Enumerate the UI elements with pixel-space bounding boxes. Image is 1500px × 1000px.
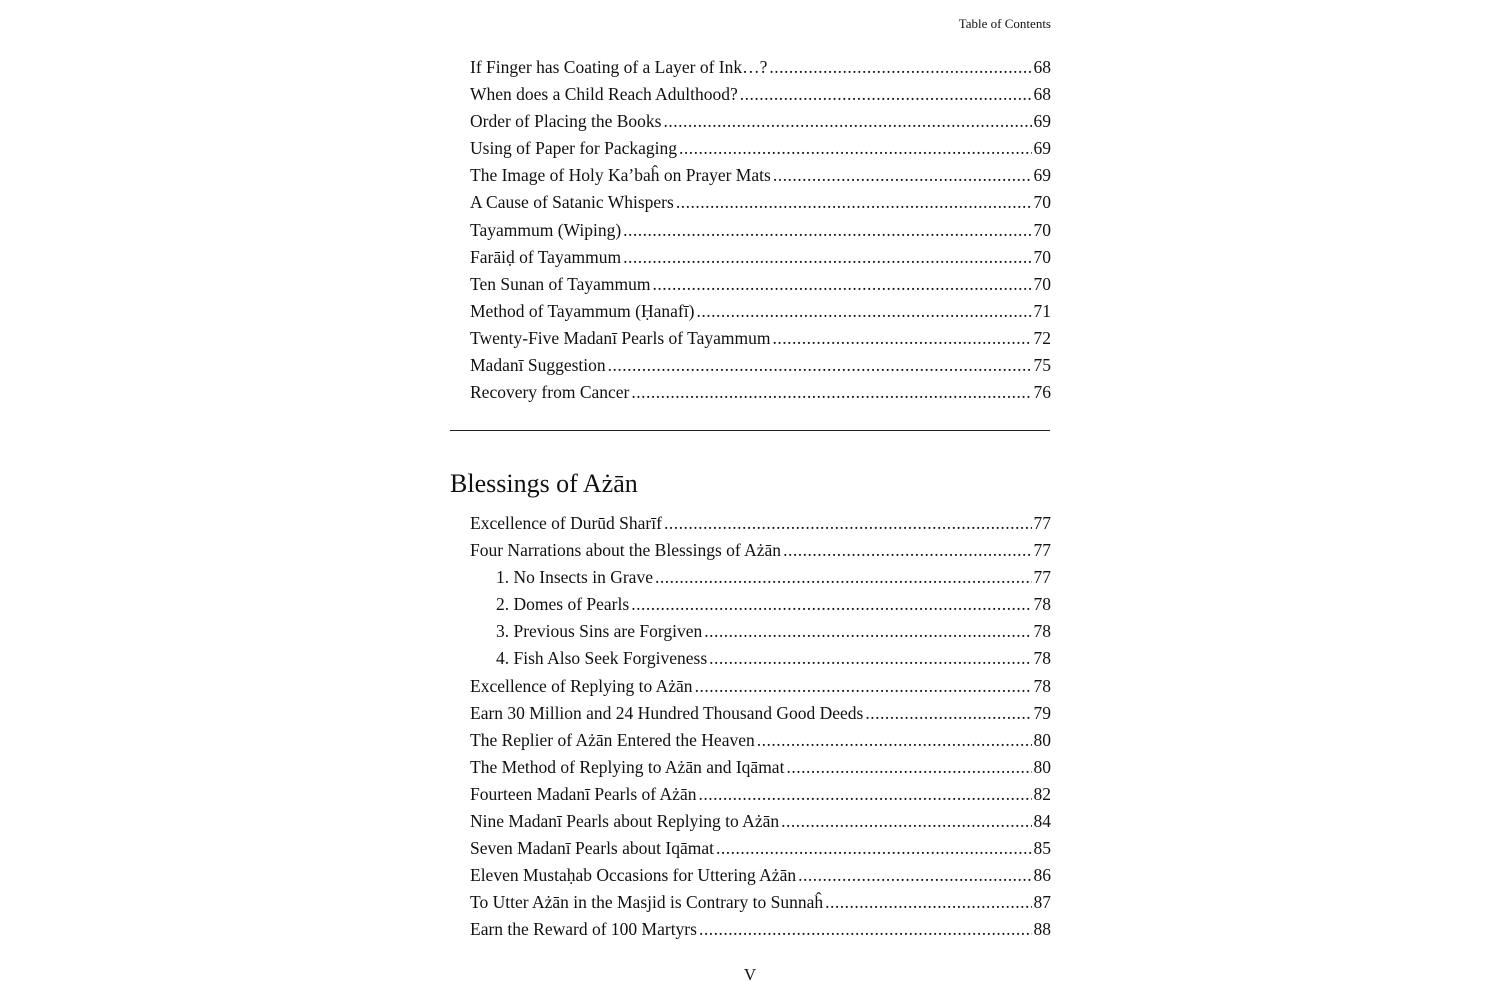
running-header: Table of Contents [958,16,1051,31]
toc-entry[interactable] [470,325,1051,352]
page-number: V [743,965,757,984]
toc-entry[interactable] [470,618,1051,645]
toc-entry-page: 71 [1033,300,1051,321]
toc-dot-leader [704,618,1031,645]
toc-entry-page: 75 [1033,355,1051,376]
toc-entry[interactable] [470,537,1051,564]
toc-entry-page: 80 [1033,756,1051,777]
toc-entry[interactable] [470,673,1051,700]
toc-entry-title: 2. Domes of Pearls [496,594,630,615]
toc-list-part1 [470,54,1051,406]
toc-entry-title: Seven Madanī Pearls about Iqāmat [470,838,714,859]
toc-entry-page: 68 [1033,84,1051,105]
toc-entry-page: 70 [1033,192,1051,213]
toc-dot-leader [783,537,1031,564]
toc-dot-leader [664,510,1032,537]
toc-entry-title: A Cause of Satanic Whispers [470,192,674,213]
toc-list-part2 [470,510,1051,944]
toc-entry-page: 70 [1033,246,1051,267]
toc-entry[interactable] [470,135,1051,162]
toc-entry-title: Twenty-Five Madanī Pearls of Tayammum [470,327,771,348]
toc-entry-page: 87 [1033,892,1051,913]
toc-entry-page: 78 [1033,648,1051,669]
toc-dot-leader [773,162,1032,189]
toc-entry[interactable] [470,700,1051,727]
toc-entry-page: 77 [1033,567,1051,588]
toc-dot-leader [865,700,1031,727]
toc-dot-leader [786,754,1031,781]
toc-entry-title: Earn 30 Million and 24 Hundred Thousand Good Deeds [470,702,864,723]
toc-entry-title: Nine Madanī Pearls about Replying to Ażān [470,811,780,832]
toc-entry-title: Fourteen Madanī Pearls of Ażān [470,783,697,804]
toc-entry[interactable] [470,510,1051,537]
toc-dot-leader [623,217,1031,244]
toc-dot-leader [608,352,1032,379]
toc-dot-leader [709,645,1031,672]
toc-entry-title: Earn the Reward of 100 Martyrs [470,919,697,940]
section-heading: Blessings of Ażān [450,469,638,498]
toc-entry-title: Four Narrations about the Blessings of Ażān [470,540,782,561]
toc-dot-leader [631,379,1031,406]
toc-entry-page: 72 [1033,327,1051,348]
toc-dot-leader [695,673,1032,700]
toc-entry-title: Order of Placing the Books [470,111,662,132]
toc-dot-leader [716,835,1032,862]
toc-entry[interactable] [470,591,1051,618]
section-divider [450,430,1050,431]
toc-entry-page: 85 [1033,838,1051,859]
toc-entry-page: 84 [1033,811,1051,832]
toc-entry-title: 4. Fish Also Seek Forgiveness [496,648,708,669]
toc-dot-leader [623,244,1031,271]
toc-dot-leader [740,81,1032,108]
toc-entry[interactable] [470,916,1051,943]
toc-dot-leader [655,564,1032,591]
toc-entry-title: The Replier of Ażān Entered the Heaven [470,729,755,750]
toc-dot-leader [698,781,1031,808]
toc-entry-page: 70 [1033,219,1051,240]
toc-entry-title: If Finger has Coating of a Layer of Ink…? [470,57,768,77]
toc-entry-title: Tayammum (Wiping) [470,219,622,240]
toc-dot-leader [757,727,1032,754]
toc-entry-page: 78 [1033,594,1051,615]
toc-dot-leader [679,135,1031,162]
toc-entry-title: To Utter Ażān in the Masjid is Contrary to Sunnaĥ [470,892,824,913]
toc-dot-leader [699,916,1032,943]
toc-entry-title: Using of Paper for Packaging [470,138,678,159]
toc-entry[interactable] [470,379,1051,406]
toc-entry[interactable] [470,781,1051,808]
toc-entry-page: 69 [1033,165,1051,186]
toc-entry-title: Excellence of Replying to Ażān [470,675,693,696]
toc-entry[interactable] [470,162,1051,189]
toc-entry-title: When does a Child Reach Adulthood? [470,84,738,105]
toc-entry[interactable] [470,727,1051,754]
toc-entry-title: 1. No Insects in Grave [496,567,653,588]
toc-entry[interactable] [470,108,1051,135]
toc-entry[interactable] [470,352,1051,379]
toc-entry-page: 82 [1033,783,1051,804]
toc-dot-leader [676,189,1032,216]
toc-entry[interactable] [470,754,1051,781]
toc-entry-page: 76 [1033,382,1051,403]
toc-entry-page: 80 [1033,729,1051,750]
toc-dot-leader [631,591,1031,618]
toc-entry-page: 77 [1033,540,1051,561]
toc-entry-page: 88 [1033,919,1051,940]
toc-entry-page: 78 [1033,621,1051,642]
toc-entry-page: 68 [1033,57,1051,77]
toc-dot-leader [798,862,1031,889]
toc-dot-leader [696,298,1031,325]
toc-dot-leader [781,808,1031,835]
toc-entry-title: Farāiḍ of Tayammum [470,246,622,267]
toc-entry-page: 78 [1033,675,1051,696]
toc-entry[interactable] [470,189,1051,216]
toc-entry[interactable] [470,564,1051,591]
toc-entry-page: 69 [1033,138,1051,159]
toc-entry[interactable] [470,862,1051,889]
toc-entry-title: Excellence of Durūd Sharīf [470,513,662,533]
toc-entry[interactable] [470,835,1051,862]
toc-entry[interactable] [470,271,1051,298]
toc-entry[interactable] [470,217,1051,244]
toc-entry-title: Madanī Suggestion [470,355,606,376]
toc-dot-leader [825,889,1031,916]
toc-dot-leader [652,271,1031,298]
toc-entry-page: 77 [1033,513,1051,533]
toc-entry[interactable] [470,244,1051,271]
toc-entry-page: 70 [1033,273,1051,294]
toc-entry[interactable] [470,889,1051,916]
toc-entry[interactable] [470,298,1051,325]
toc-entry[interactable] [470,81,1051,108]
toc-entry-page: 69 [1033,111,1051,132]
toc-entry-title: Ten Sunan of Tayammum [470,273,651,294]
toc-entry-page: 79 [1033,702,1051,723]
toc-dot-leader [664,108,1032,135]
toc-entry[interactable] [470,808,1051,835]
toc-entry-title: Recovery from Cancer [470,382,630,403]
toc-entry-title: 3. Previous Sins are Forgiven [496,621,703,642]
toc-entry-title: The Image of Holy Ka’baĥ on Prayer Mats [470,165,771,186]
toc-entry-title: Eleven Mustaḥab Occasions for Uttering Ażān [470,865,797,886]
toc-entry-title: The Method of Replying to Ażān and Iqāmat [470,756,785,777]
toc-dot-leader [769,54,1031,81]
toc-entry-page: 86 [1033,865,1051,886]
toc-entry[interactable] [470,54,1051,81]
toc-entry[interactable] [470,645,1051,672]
toc-entry-title: Method of Tayammum (Ḥanafī) [470,300,695,321]
toc-dot-leader [773,325,1032,352]
